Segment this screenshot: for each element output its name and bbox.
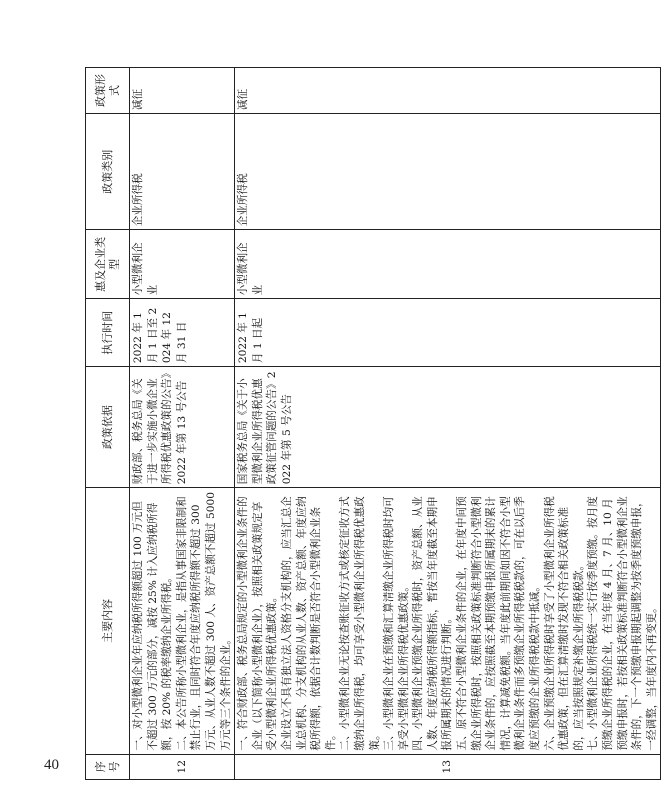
content-paragraph: 五、原不符合小型微利企业条件的企业，在年度中间预缴企业所得税时，按照相关政策标准判断符合小型微利企业条件的，应按照截至本期预缴申报所属期末的累计情况，计算减免税额。当年度此前期间如因不符合小型微利企业条件而多预缴企业所得税税款的，可在以后季度应预缴的企业所得税税款中抵减。 <box>456 496 542 751</box>
row-policy-category: 企业所得税 <box>235 114 661 230</box>
row-content <box>235 488 661 754</box>
row-enterprise-type: 小型微利企业 <box>130 230 235 299</box>
content-paragraph: 一、符合财政部、税务总局规定的小型微利企业条件的企业（以下简称小型微利企业），按照相关政策规定享受小型微利企业所得税优惠政策。 <box>237 496 279 751</box>
header-policy-category: 政策类别 <box>86 114 130 230</box>
header-index: 序号 <box>86 754 130 779</box>
row-index: 12 <box>130 754 235 779</box>
row-basis: 财政部、税务总局《关于进一步实施小微企业所得税优惠政策的公告》2022 年第 13 号公告 <box>130 367 235 488</box>
policy-table <box>85 67 661 780</box>
content-paragraph: 二、小型微利企业无论按查账征收方式或核定征收方式缴纳企业所得税，均可享受小型微利企业所得税优惠政策。 <box>339 496 381 751</box>
content-paragraph: 三、小型微利企业在预缴和汇算清缴企业所得税时均可享受小型微利企业所得税优惠政策。 <box>383 496 410 751</box>
row-basis: 国家税务总局《关于小型微利企业所得税优惠政策征管问题的公告》2022 年第 5 号公告 <box>235 367 661 488</box>
content-paragraph: 七、小型微利企业所得税统一实行按季度预缴。按月度预缴企业所得税的企业，在当年度 4 月、7 月、10 月预缴申报时，若按相关政策标准判断符合小型微利企业条件的，下一个预缴申报期起调整为按季度预缴申报，一经调整，当年度内不再变更。 <box>587 496 658 751</box>
table-row <box>235 68 661 780</box>
header-enterprise-type: 惠及企业类型 <box>86 230 130 299</box>
content-paragraph: 一、对小型微利企业年应纳税所得额超过 100 万元但不超过 300 万元的部分，减按 25% 计入应纳税所得额，按 20% 的税率缴纳企业所得税。 <box>132 501 174 751</box>
table-row <box>130 68 235 780</box>
table-header-row <box>86 68 130 780</box>
header-period: 执行时间 <box>86 299 130 367</box>
row-policy-form: 减征 <box>235 68 661 114</box>
row-period: 2022 年 1 月 1 日至 2024 年 12 月 31 日 <box>130 299 235 367</box>
row-index: 13 <box>235 754 661 779</box>
header-basis: 政策依据 <box>86 367 130 488</box>
content-paragraph: 六、企业预缴企业所得税时享受了小型微利企业所得税优惠政策，但在汇算清缴时发现不符合相关政策标准的，应当按照规定补缴企业所得税税款。 <box>543 496 585 751</box>
content-paragraph: 二、本公告所称小型微利企业，是指从事国家非限制和禁止行业，且同时符合年度应纳税所得额不超过 300 万元、从业人数不超过 300 人、资产总额不超过 5000 万元等三个条件的企业。 <box>175 492 232 751</box>
content-paragraph: 四、小型微利企业预缴企业所得税时，资产总额、从业人数、年度应纳税所得额指标，暂按当年度截至本期申报所属期末的情况进行判断。 <box>412 496 454 751</box>
row-content <box>130 488 235 754</box>
row-enterprise-type: 小型微利企业 <box>235 230 661 299</box>
row-policy-category: 企业所得税 <box>130 114 235 230</box>
header-policy-form: 政策形式 <box>86 68 130 114</box>
page-number: 40 <box>44 757 59 773</box>
row-period: 2022 年 1 月 1 日起 <box>235 299 661 367</box>
header-content: 主要内容 <box>86 488 130 754</box>
row-policy-form: 减征 <box>130 68 235 114</box>
content-paragraph: 企业设立不具有独立法人资格分支机构的，应当汇总企业总机构、分支机构的从业人数、资产总额、年度应纳税所得额，依据合计数判断是否符合小型微利企业条件。 <box>280 496 337 751</box>
